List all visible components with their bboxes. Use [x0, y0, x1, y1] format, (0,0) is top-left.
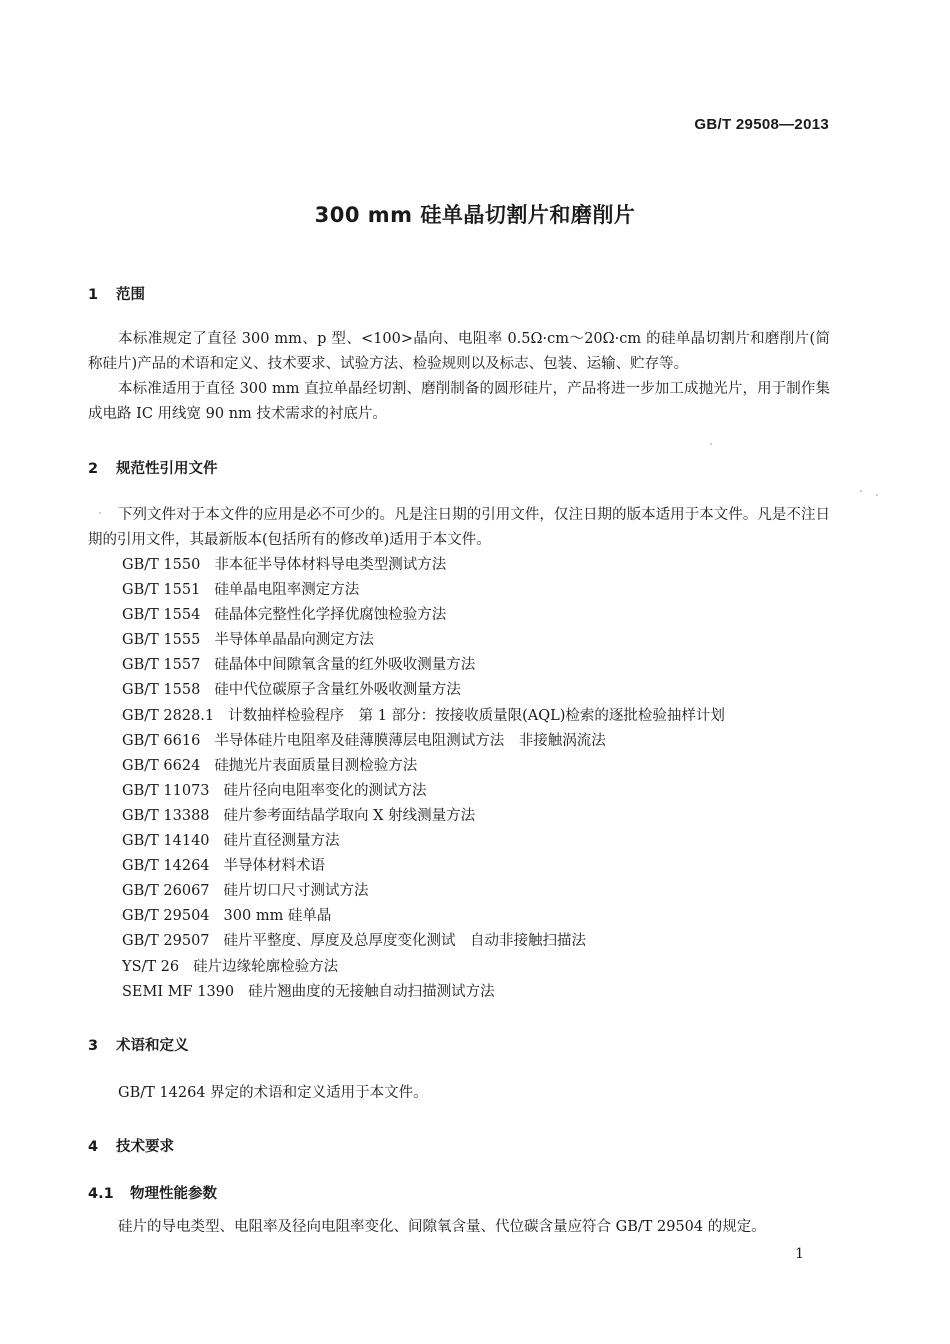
list-item [122, 704, 725, 729]
list-item [122, 729, 725, 754]
reference-title: 300 mm 硅单晶 [223, 908, 332, 925]
reference-code: GB/T 6624 [122, 757, 201, 774]
reference-title: 非本征半导体材料导电类型测试方法 [214, 557, 447, 573]
subsection-title: 物理性能参数 [130, 1186, 217, 1202]
list-item [122, 829, 725, 854]
reference-title: 硅片平整度、厚度及总厚度变化测试 自动非接触扫描法 [223, 933, 587, 950]
list-item [122, 779, 725, 804]
reference-title: 硅抛光片表面质量目测检验方法 [214, 757, 418, 774]
reference-code: GB/T 14140 [122, 833, 210, 850]
list-item [122, 904, 725, 929]
reference-title: 硅片切口尺寸测试方法 [223, 883, 369, 900]
list-item [122, 754, 725, 779]
section-1-heading [88, 283, 145, 304]
list-item [122, 553, 725, 578]
section-title: 技术要求 [116, 1139, 174, 1155]
reference-title: 硅片参考面结晶学取向 X 射线测量方法 [223, 807, 476, 824]
section-3-heading [88, 1034, 189, 1055]
reference-code: GB/T 11073 [122, 782, 210, 799]
reference-code: GB/T 6616 [122, 732, 201, 749]
section-number: 4 [88, 1139, 99, 1155]
scope-paragraph-2: 本标准适用于直径 300 mm 直拉单晶经切割、磨削制备的圆形硅片，产品将进一步加工成抛光片，用于制作集成电路 IC 用线宽 90 nm 技术需求的衬底片。 [88, 381, 830, 422]
list-item [122, 929, 725, 954]
reference-code: GB/T 14264 [122, 858, 210, 875]
reference-code: GB/T 26067 [122, 883, 210, 900]
reference-title: 硅晶体完整性化学择优腐蚀检验方法 [214, 607, 447, 624]
standard-code: GB/T 29508—2013 [694, 116, 829, 133]
subsection-number: 4.1 [88, 1186, 114, 1202]
reference-code: GB/T 1555 [122, 632, 201, 649]
reference-code: GB/T 1554 [122, 607, 201, 624]
list-item [122, 628, 725, 653]
list-item [122, 678, 725, 703]
list-item [122, 854, 725, 879]
reference-title: 硅中代位碳原子含量红外吸收测量方法 [214, 682, 461, 699]
reference-title: 硅片边缘轮廓检验方法 [193, 958, 339, 975]
section-number: 2 [88, 461, 99, 477]
page-number: 1 [795, 1246, 804, 1262]
list-item [122, 603, 725, 628]
list-item [122, 879, 725, 904]
section-title: 规范性引用文件 [116, 461, 218, 477]
scope-paragraph-1: 本标准规定了直径 300 mm、p 型、<100>晶向、电阻率 0.5Ω·cm～20Ω·cm 的硅单晶切割片和磨削片(简称硅片)产品的术语和定义、技术要求、试验方法、检验规则以及标志、包装、运输、贮存等。 [88, 331, 830, 372]
reference-code: GB/T 1550 [122, 557, 201, 573]
reference-title: 半导体单晶晶向测定方法 [214, 632, 374, 649]
reference-title: 计数抽样检验程序 第 1 部分：按接收质量限(AQL)检索的逐批检验抽样计划 [228, 707, 725, 724]
scan-speck [860, 490, 862, 492]
list-item [122, 578, 725, 603]
reference-code: GB/T 13388 [122, 807, 210, 824]
section-number: 3 [88, 1038, 99, 1054]
references-intro: 下列文件对于本文件的应用是必不可少的。凡是注日期的引用文件，仅注日期的版本适用于本文件。凡是不注日期的引用文件，其最新版本(包括所有的修改单)适用于本文件。 [88, 507, 830, 548]
reference-code: GB/T 2828.1 [122, 707, 215, 724]
scan-speck [710, 443, 712, 445]
reference-title: 硅片直径测量方法 [223, 833, 340, 850]
reference-code: GB/T 1557 [122, 657, 201, 674]
normative-references-list [122, 553, 725, 1005]
list-item [122, 955, 725, 980]
list-item [122, 653, 725, 678]
reference-code: SEMI MF 1390 [122, 983, 235, 1000]
reference-title: 半导体材料术语 [223, 858, 326, 875]
section-title: 术语和定义 [116, 1038, 189, 1054]
list-item [122, 804, 725, 829]
reference-title: 硅片翘曲度的无接触自动扫描测试方法 [248, 983, 495, 1000]
subsection-4-1-heading [88, 1182, 217, 1203]
section-number: 1 [88, 287, 99, 303]
reference-title: 半导体硅片电阻率及硅薄膜薄层电阻测试方法 非接触涡流法 [214, 732, 606, 749]
scan-speck [876, 494, 878, 496]
reference-code: YS/T 26 [122, 958, 180, 975]
reference-title: 硅晶体中间隙氧含量的红外吸收测量方法 [214, 657, 476, 674]
list-item [122, 980, 725, 1005]
reference-code: GB/T 1551 [122, 582, 201, 599]
document-title: 300 mm 硅单晶切割片和磨削片 [314, 203, 636, 227]
reference-code: GB/T 29507 [122, 933, 210, 950]
section-4-heading [88, 1135, 174, 1156]
terms-paragraph: GB/T 14264 界定的术语和定义适用于本文件。 [118, 1085, 428, 1101]
physical-parameters-paragraph: 硅片的导电类型、电阻率及径向电阻率变化、间隙氧含量、代位碳含量应符合 GB/T 29504 的规定。 [118, 1219, 766, 1235]
reference-title: 硅片径向电阻率变化的测试方法 [223, 782, 427, 799]
scan-speck [99, 512, 101, 514]
section-title: 范围 [116, 287, 145, 303]
reference-title: 硅单晶电阻率测定方法 [214, 582, 360, 599]
section-2-heading [88, 457, 218, 478]
reference-code: GB/T 29504 [122, 908, 210, 925]
reference-code: GB/T 1558 [122, 682, 201, 699]
